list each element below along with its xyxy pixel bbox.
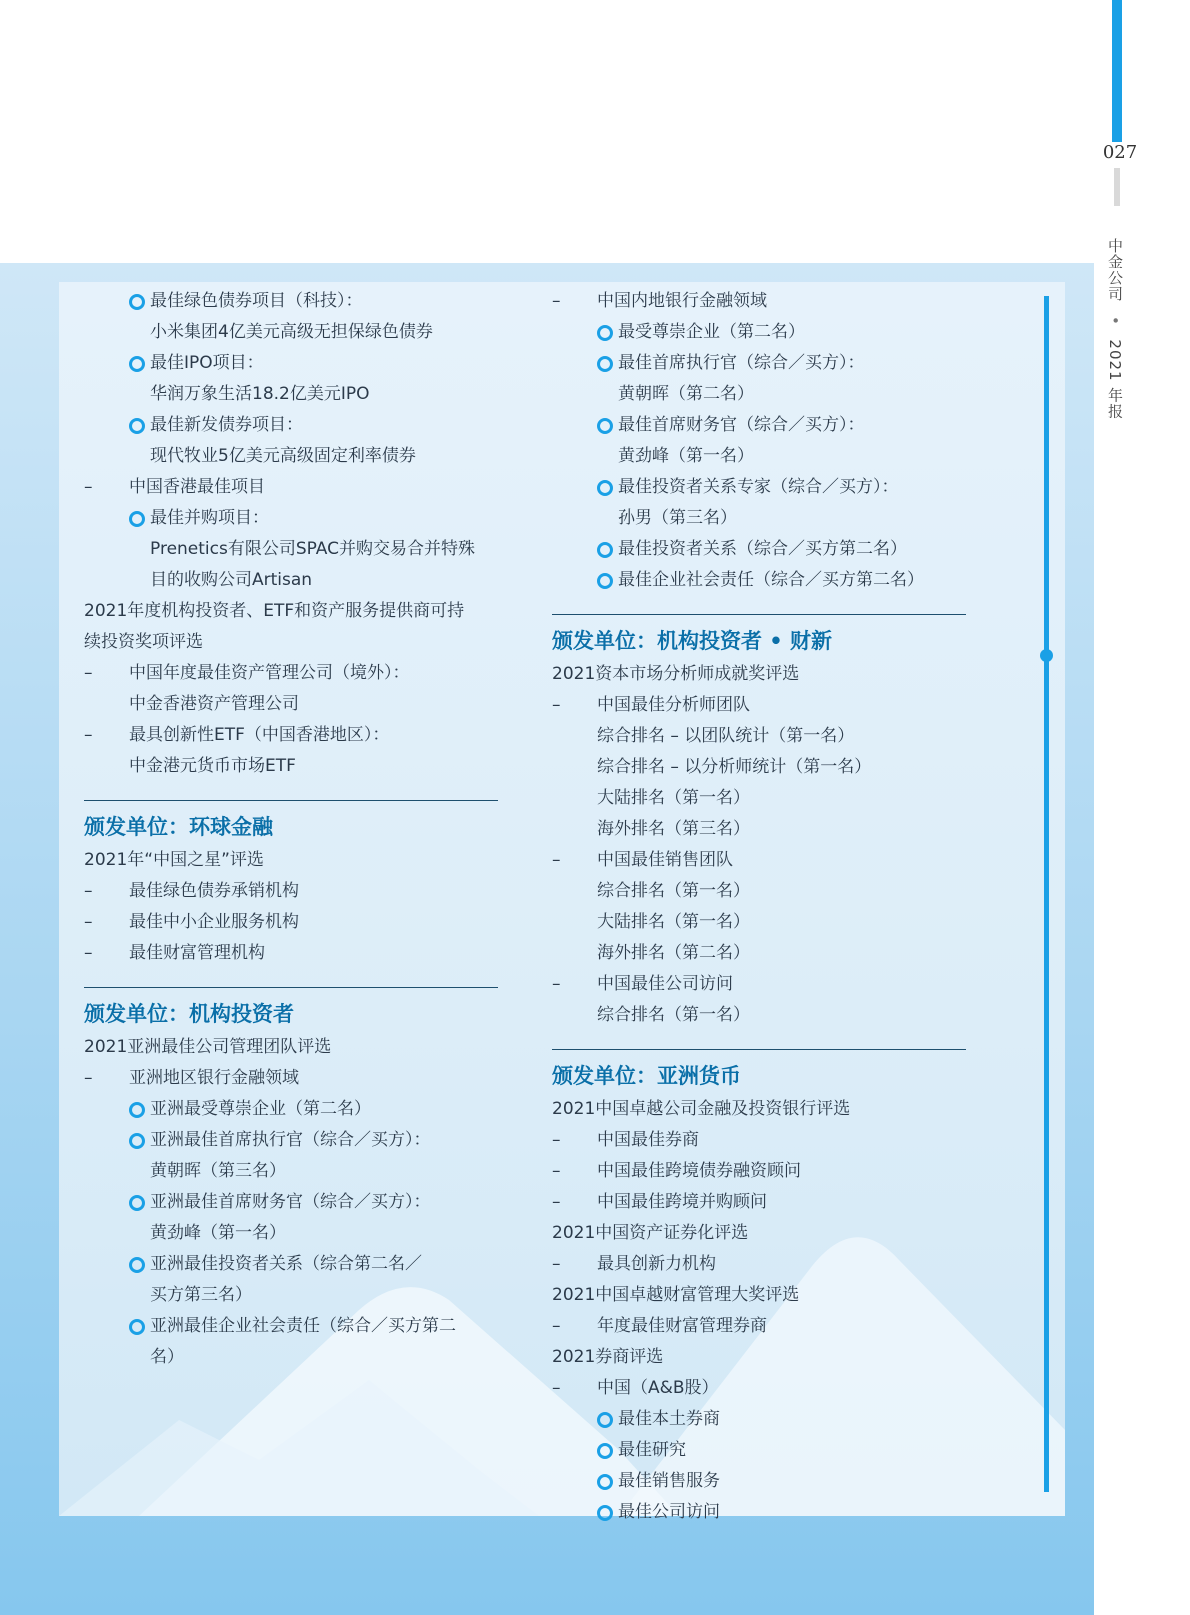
award-title <box>84 596 504 627</box>
bullet-item <box>552 1404 972 1435</box>
bullet-item <box>552 1466 972 1497</box>
bullet-continuation <box>84 317 504 348</box>
section-heading: 颁发单位：亚洲货币 <box>552 1064 741 1088</box>
dash-continuation <box>552 721 972 752</box>
side-report: 2021 年报 <box>1106 339 1124 420</box>
ring-bullet-icon <box>597 542 613 558</box>
dash-marker: – <box>84 1068 93 1088</box>
item-text: 2021年“中国之星”评选 <box>84 850 264 870</box>
dash-item <box>84 720 504 751</box>
left-column <box>84 286 504 1373</box>
bullet-continuation <box>84 534 504 565</box>
item-text: 最佳绿色债券项目（科技）： <box>150 291 363 311</box>
page-rail-grey <box>1114 168 1120 206</box>
page-number: 027 <box>1102 142 1138 163</box>
item-text: 中金香港资产管理公司 <box>129 694 299 714</box>
dash-item <box>552 1311 972 1342</box>
section-divider <box>552 1049 966 1050</box>
item-text: 最佳首席财务官（综合／买方）： <box>618 415 865 435</box>
side-company: 中金公司 <box>1106 238 1124 302</box>
bullet-continuation <box>84 1280 504 1311</box>
dash-item <box>552 1187 972 1218</box>
award-title <box>552 1280 972 1311</box>
ring-bullet-icon <box>129 511 145 527</box>
bullet-continuation <box>84 1342 504 1373</box>
bullet-item <box>84 1311 504 1342</box>
ring-bullet-icon <box>597 1412 613 1428</box>
dash-item <box>552 1373 972 1404</box>
ring-bullet-icon <box>597 418 613 434</box>
item-text: 中国香港最佳项目 <box>129 477 265 497</box>
dash-item <box>84 938 504 969</box>
bullet-continuation <box>84 1156 504 1187</box>
dash-marker: – <box>552 1378 561 1398</box>
item-text: 亚洲最佳投资者关系（综合第二名／ <box>150 1254 422 1274</box>
dash-marker: – <box>552 291 561 311</box>
section-heading: 颁发单位：机构投资者 • 财新 <box>552 629 833 653</box>
dash-continuation <box>552 783 972 814</box>
section-divider <box>84 800 498 801</box>
item-text: 目的收购公司Artisan <box>150 570 313 590</box>
dash-marker: – <box>552 1130 561 1150</box>
ring-bullet-icon <box>129 294 145 310</box>
ring-bullet-icon <box>129 1102 145 1118</box>
item-text: 最佳IPO项目： <box>150 353 264 373</box>
ring-bullet-icon <box>597 573 613 589</box>
item-text: 孙男（第三名） <box>618 508 737 528</box>
bullet-item <box>552 534 972 565</box>
bullet-continuation <box>84 1218 504 1249</box>
bullet-item <box>552 317 972 348</box>
item-text: 最佳财富管理机构 <box>129 943 265 963</box>
dash-marker: – <box>84 912 93 932</box>
item-text: 中国内地银行金融领域 <box>597 291 767 311</box>
item-text: 中国最佳跨境债券融资顾问 <box>597 1161 801 1181</box>
award-title <box>84 627 504 658</box>
item-text: 最受尊崇企业（第二名） <box>618 322 805 342</box>
dash-item <box>552 286 972 317</box>
item-text: 海外排名（第二名） <box>597 943 750 963</box>
bullet-item <box>84 1125 504 1156</box>
dash-item <box>84 876 504 907</box>
dash-item <box>84 472 504 503</box>
item-text: 年度最佳财富管理券商 <box>597 1316 767 1336</box>
ring-bullet-icon <box>129 1133 145 1149</box>
section-divider <box>84 987 498 988</box>
item-text: 黄劲峰（第一名） <box>150 1223 286 1243</box>
section-divider <box>552 614 966 615</box>
section-heading: 颁发单位：机构投资者 <box>84 1002 294 1026</box>
ring-bullet-icon <box>129 1195 145 1211</box>
right-column <box>552 286 972 1528</box>
dash-continuation <box>552 907 972 938</box>
ring-bullet-icon <box>597 356 613 372</box>
dash-continuation <box>552 814 972 845</box>
page-rail <box>1112 0 1122 142</box>
item-text: 综合排名（第一名） <box>597 1005 750 1025</box>
dash-continuation <box>552 1000 972 1031</box>
ring-bullet-icon <box>597 1505 613 1521</box>
section-heading: 颁发单位：环球金融 <box>84 815 273 839</box>
item-text: 亚洲最受尊崇企业（第二名） <box>150 1099 371 1119</box>
item-text: 中国年度最佳资产管理公司（境外）： <box>129 663 410 683</box>
dash-marker: – <box>552 974 561 994</box>
item-text: 最佳企业社会责任（综合／买方第二名） <box>618 570 924 590</box>
dash-continuation <box>84 751 504 782</box>
item-text: Prenetics有限公司SPAC并购交易合并特殊 <box>150 539 476 559</box>
timeline-rule <box>1044 296 1049 1492</box>
ring-bullet-icon <box>597 1443 613 1459</box>
dash-marker: – <box>552 1254 561 1274</box>
item-text: 中金港元货币市场ETF <box>129 756 296 776</box>
bullet-continuation <box>552 503 972 534</box>
dash-marker: – <box>84 943 93 963</box>
dash-item <box>552 1125 972 1156</box>
award-title <box>84 845 504 876</box>
item-text: 2021券商评选 <box>552 1347 664 1367</box>
item-text: 黄朝晖（第二名） <box>618 384 754 404</box>
item-text: 最佳绿色债券承销机构 <box>129 881 299 901</box>
item-text: 最佳本土券商 <box>618 1409 720 1429</box>
item-text: 最佳首席执行官（综合／买方）： <box>618 353 865 373</box>
item-text: 最佳并购项目： <box>150 508 269 528</box>
bullet-item <box>84 503 504 534</box>
item-text: 名） <box>150 1347 184 1367</box>
item-text: 2021资本市场分析师成就奖评选 <box>552 664 800 684</box>
item-text: 中国最佳公司访问 <box>597 974 733 994</box>
ring-bullet-icon <box>597 1474 613 1490</box>
dash-marker: – <box>84 725 93 745</box>
award-title <box>552 659 972 690</box>
ring-bullet-icon <box>129 418 145 434</box>
item-text: 中国最佳跨境并购顾问 <box>597 1192 767 1212</box>
dash-item <box>552 845 972 876</box>
dash-continuation <box>84 689 504 720</box>
bullet-item <box>84 1094 504 1125</box>
timeline-dot <box>1040 649 1053 662</box>
bullet-continuation <box>552 441 972 472</box>
item-text: 综合排名 – 以团队统计（第一名） <box>597 726 855 746</box>
dash-marker: – <box>84 663 93 683</box>
dash-marker: – <box>84 881 93 901</box>
dash-continuation <box>552 752 972 783</box>
dash-item <box>552 690 972 721</box>
dash-continuation <box>552 938 972 969</box>
dash-continuation <box>552 876 972 907</box>
item-text: 2021中国卓越财富管理大奖评选 <box>552 1285 800 1305</box>
item-text: 华润万象生活18.2亿美元IPO <box>150 384 370 404</box>
dash-item <box>552 1156 972 1187</box>
item-text: 2021中国卓越公司金融及投资银行评选 <box>552 1099 851 1119</box>
dash-item <box>552 969 972 1000</box>
bullet-continuation <box>552 379 972 410</box>
ring-bullet-icon <box>597 325 613 341</box>
item-text: 中国最佳销售团队 <box>597 850 733 870</box>
ring-bullet-icon <box>129 1319 145 1335</box>
bullet-item <box>84 348 504 379</box>
bullet-item <box>552 348 972 379</box>
item-text: 海外排名（第三名） <box>597 819 750 839</box>
item-text: 中国最佳券商 <box>597 1130 699 1150</box>
item-text: 最佳销售服务 <box>618 1471 720 1491</box>
item-text: 亚洲地区银行金融领域 <box>129 1068 299 1088</box>
bullet-continuation <box>84 441 504 472</box>
bullet-item <box>552 565 972 596</box>
ring-bullet-icon <box>597 480 613 496</box>
item-text: 最佳研究 <box>618 1440 686 1460</box>
bullet-item <box>552 472 972 503</box>
side-separator: • <box>1106 315 1124 326</box>
dash-marker: – <box>552 1161 561 1181</box>
bullet-item <box>84 410 504 441</box>
award-title <box>552 1094 972 1125</box>
item-text: 最具创新力机构 <box>597 1254 716 1274</box>
ring-bullet-icon <box>129 356 145 372</box>
bullet-item <box>84 286 504 317</box>
dash-item <box>84 1063 504 1094</box>
dash-marker: – <box>552 850 561 870</box>
item-text: 综合排名（第一名） <box>597 881 750 901</box>
item-text: 中国（A&B股） <box>597 1378 719 1398</box>
bullet-item <box>84 1187 504 1218</box>
item-text: 最佳投资者关系专家（综合／买方）： <box>618 477 899 497</box>
item-text: 现代牧业5亿美元高级固定利率债券 <box>150 446 416 466</box>
item-text: 最具创新性ETF（中国香港地区）： <box>129 725 390 745</box>
item-text: 2021年度机构投资者、ETF和资产服务提供商可持 <box>84 601 465 621</box>
item-text: 续投资奖项评选 <box>84 632 203 652</box>
item-text: 黄劲峰（第一名） <box>618 446 754 466</box>
item-text: 综合排名 – 以分析师统计（第一名） <box>597 757 872 777</box>
bullet-item <box>552 410 972 441</box>
item-text: 最佳中小企业服务机构 <box>129 912 299 932</box>
award-title <box>84 1032 504 1063</box>
item-text: 大陆排名（第一名） <box>597 788 750 808</box>
item-text: 2021中国资产证券化评选 <box>552 1223 749 1243</box>
dash-marker: – <box>552 1192 561 1212</box>
dash-marker: – <box>552 1316 561 1336</box>
item-text: 中国最佳分析师团队 <box>597 695 750 715</box>
dash-item <box>552 1249 972 1280</box>
item-text: 2021亚洲最佳公司管理团队评选 <box>84 1037 332 1057</box>
dash-item <box>84 658 504 689</box>
dash-marker: – <box>552 695 561 715</box>
bullet-continuation <box>84 565 504 596</box>
award-title <box>552 1342 972 1373</box>
item-text: 最佳新发债券项目： <box>150 415 303 435</box>
dash-marker: – <box>84 477 93 497</box>
bullet-item <box>552 1435 972 1466</box>
bullet-continuation <box>84 379 504 410</box>
bullet-item <box>84 1249 504 1280</box>
award-title <box>552 1218 972 1249</box>
item-text: 最佳公司访问 <box>618 1502 720 1522</box>
ring-bullet-icon <box>129 1257 145 1273</box>
bullet-item <box>552 1497 972 1528</box>
item-text: 亚洲最佳首席财务官（综合／买方）： <box>150 1192 431 1212</box>
item-text: 亚洲最佳首席执行官（综合／买方）： <box>150 1130 431 1150</box>
item-text: 大陆排名（第一名） <box>597 912 750 932</box>
item-text: 买方第三名） <box>150 1285 252 1305</box>
item-text: 最佳投资者关系（综合／买方第二名） <box>618 539 907 559</box>
item-text: 黄朝晖（第三名） <box>150 1161 286 1181</box>
side-label <box>1105 238 1126 419</box>
item-text: 小米集团4亿美元高级无担保绿色债券 <box>150 322 433 342</box>
item-text: 亚洲最佳企业社会责任（综合／买方第二 <box>150 1316 456 1336</box>
dash-item <box>84 907 504 938</box>
